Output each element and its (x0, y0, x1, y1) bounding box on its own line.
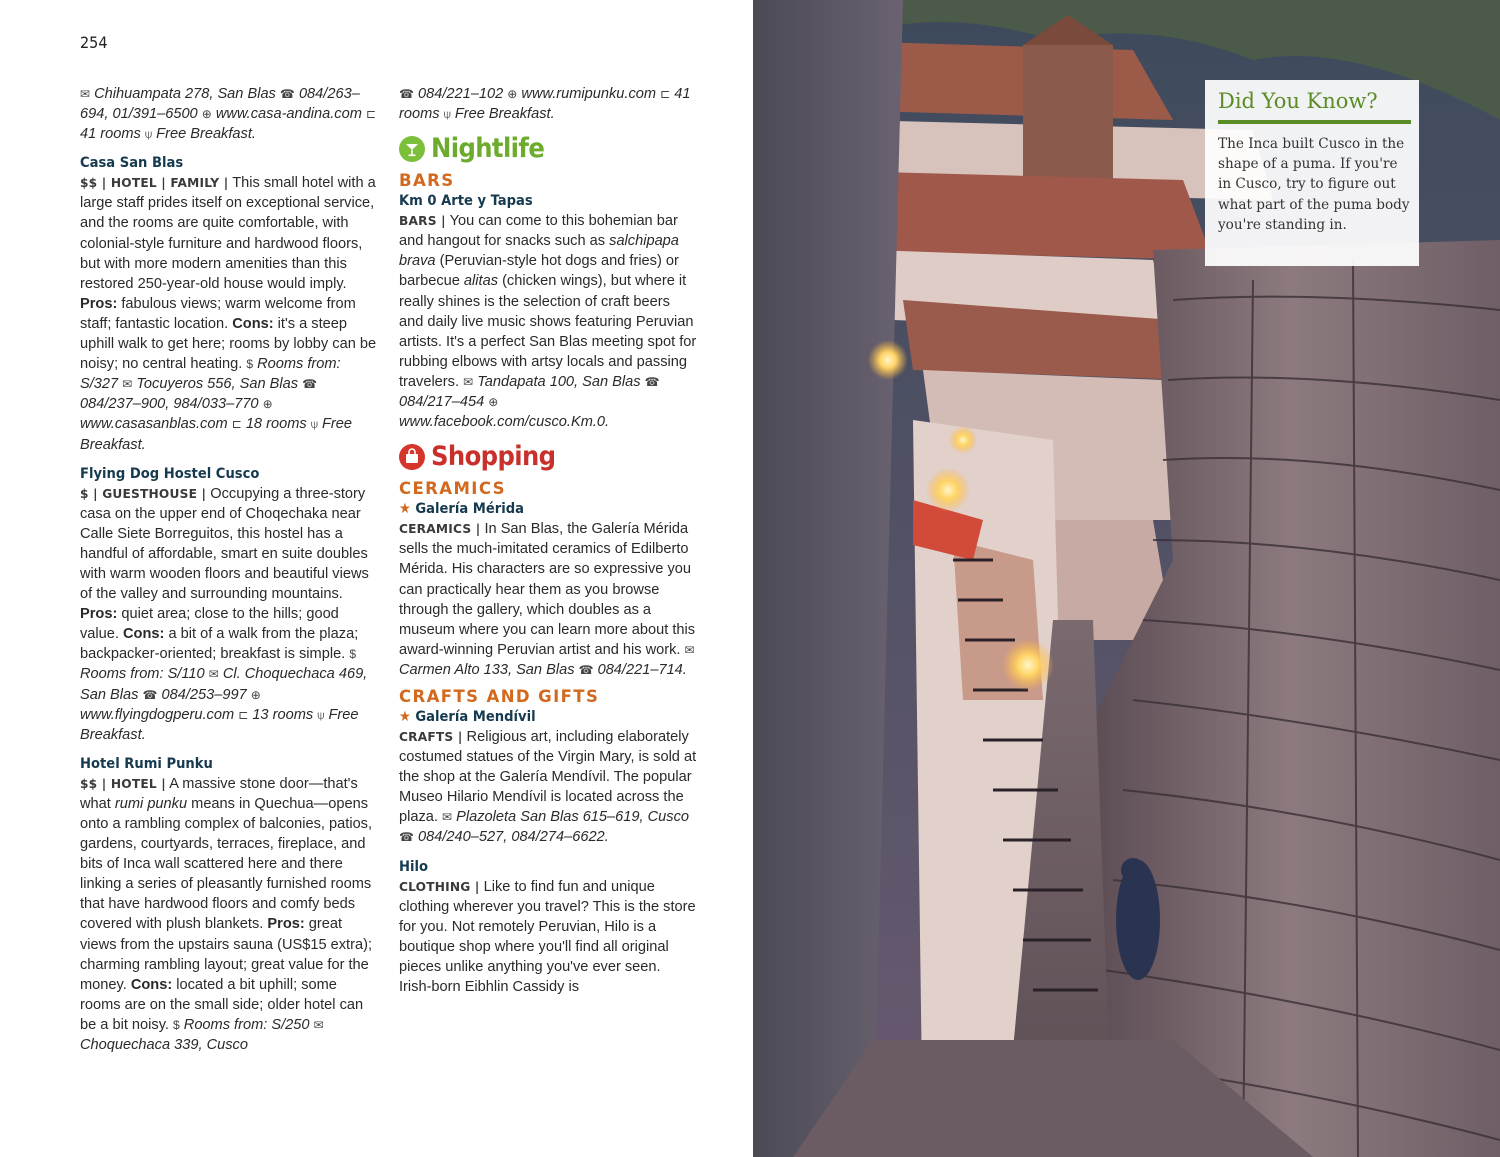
listing-text: (Peruvian-style hot dogs and fries) or barbecue (399, 253, 679, 290)
address: Tocuyeros 556, San Blas (136, 376, 299, 393)
listing-text: You can come to this bohemian bar and hangout for snacks such as (399, 213, 678, 250)
listing-text: Occupying a three-story casa on the upper end of Choqechaka near Calle Siete Borreguitos, this hostel has a handful of affordable, smart en suite doubles with warm wooden floors and beautiful views of the valley and surrounding mountains. (80, 485, 369, 603)
globe-icon: ⊕ (488, 395, 499, 410)
listing-continued (399, 84, 697, 124)
envelope-icon: ✉ (684, 642, 695, 657)
pros: fabulous views; warm welcome from staff; fantastic location. (80, 295, 356, 332)
price: Rooms from: S/327 (80, 356, 341, 393)
phone-icon: ☎ (399, 87, 414, 101)
envelope-icon: ✉ (80, 87, 91, 101)
envelope-icon: ✉ (208, 667, 219, 682)
rooms: 41 rooms (399, 86, 691, 123)
category-heading: CERAMICS (399, 479, 506, 499)
address: Cl. Choquechaca 469, San Blas (80, 666, 368, 703)
phone: 084/221–102 (418, 86, 504, 102)
listing-tag: $$ | HOTEL | FAMILY | (80, 176, 229, 191)
meal: Free Breakfast. (156, 126, 256, 143)
address: Tandapata 100, San Blas (477, 373, 641, 390)
envelope-icon: ✉ (313, 1017, 324, 1032)
listing-body (399, 727, 697, 848)
pros-label: Pros: (80, 606, 118, 623)
did-you-know-title: Did You Know? (1218, 89, 1378, 113)
address: Chihuampata 278, San Blas (94, 86, 276, 102)
listing-body (399, 877, 697, 998)
listing-body (80, 774, 378, 1055)
bed-icon: ⊏ (660, 87, 671, 101)
bed-icon: ⊏ (238, 707, 249, 722)
phone: 084/263–694, 01/391–6500 (80, 86, 360, 123)
dining-icon: ⍦ (443, 107, 451, 122)
did-you-know-box (1205, 80, 1419, 266)
rooms: 41 rooms (80, 126, 141, 143)
rooms: 13 rooms (252, 706, 314, 723)
listing-name (399, 499, 697, 519)
text-column-2 (399, 84, 697, 997)
pros: quiet area; close to the hills; good value. (80, 606, 339, 643)
cons: located a bit uphill; some rooms are on the small side; older hotel can be a bit noisy. (80, 976, 364, 1033)
listing-text-italic: alitas (463, 273, 498, 290)
did-you-know-text: The Inca built Cusco in the shape of a puma. If you're in Cusco, try to figure out what part of the puma body you're standing in. (1218, 136, 1410, 233)
dining-icon: ⍦ (317, 707, 325, 722)
pros: great views from the upstairs sauna (US$15 extra); charming rambling layout; great value for the money. (80, 916, 372, 993)
cons: a bit of a walk from the plaza; backpacker-oriented; breakfast is simple. (80, 626, 359, 663)
listing-body (80, 173, 378, 454)
listing-name: Casa San Blas (80, 154, 184, 172)
website: www.casasanblas.com (80, 416, 228, 433)
listing-name-text: Galería Mendívil (415, 707, 536, 725)
globe-icon: ⊕ (262, 397, 273, 412)
phone-icon: ☎ (142, 687, 158, 702)
website: www.flyingdogperu.com (80, 706, 235, 723)
star-icon: ★ (399, 707, 411, 725)
listing-tag: CLOTHING | (399, 879, 480, 894)
listing-body (399, 211, 697, 432)
address: Choquechaca 339, Cusco (80, 1037, 248, 1054)
listing-body (80, 484, 378, 745)
category-heading: BARS (399, 171, 455, 191)
bed-icon: ⊏ (365, 107, 377, 122)
cons-label: Cons: (232, 315, 274, 332)
price: Rooms from: S/250 (183, 1016, 310, 1033)
phone: 084/237–900, 984/033–770 (80, 396, 259, 413)
envelope-icon: ✉ (442, 810, 453, 825)
shopping-heading (399, 442, 697, 472)
listing-tag: CRAFTS | (399, 729, 463, 744)
listing-body (399, 519, 697, 680)
page-number: 254 (80, 33, 108, 52)
meal: Free Breakfast. (454, 106, 555, 123)
meal: Free Breakfast. (80, 706, 359, 743)
rooms: 18 rooms (245, 416, 307, 433)
section-title: Nightlife (431, 133, 545, 165)
envelope-icon: ✉ (463, 374, 474, 389)
listing-text-italic: rumi punku (114, 795, 188, 812)
listing-name: Hotel Rumi Punku (80, 754, 213, 772)
website: www.casa-andina.com (215, 106, 362, 123)
nightlife-heading (399, 134, 697, 164)
meal: Free Breakfast. (80, 416, 352, 453)
website: www.rumipunku.com (521, 86, 657, 102)
dining-icon: ⍦ (144, 127, 153, 142)
listing-text: (chicken wings), but where it really shines is the selection of craft beers and daily live music shows featuring Peruvian artists. It's a perfect San Blas meeting spot for rubbing elbows with artsy locals and passing travelers. (399, 273, 697, 390)
listing-tag: $$ | HOTEL | (80, 776, 166, 791)
phone: 084/217–454 (399, 394, 485, 411)
cons: it's a steep uphill walk to get here; rooms by lobby can be noisy; no central heating. (80, 315, 377, 373)
dollar-icon: $ (173, 1017, 180, 1032)
listing-name: Hilo (399, 857, 429, 875)
dollar-icon: $ (349, 647, 356, 662)
phone-icon: ☎ (578, 662, 594, 677)
section-title: Shopping (431, 441, 556, 473)
listing-text-italic: salchipapa brava (399, 233, 679, 270)
category-heading: CRAFTS AND GIFTS (399, 686, 600, 706)
globe-icon: ⊕ (250, 687, 261, 702)
listing-continued (80, 84, 378, 144)
phone: 084/221–714. (597, 661, 687, 678)
phone-icon: ☎ (302, 377, 318, 392)
phone-icon: ☎ (644, 374, 660, 389)
envelope-icon: ✉ (122, 377, 133, 392)
listing-text: A massive stone door—that's what (80, 775, 358, 812)
bed-icon: ⊏ (231, 417, 242, 432)
dollar-icon: $ (246, 357, 254, 372)
globe-icon: ⊕ (507, 87, 518, 101)
listing-name: Flying Dog Hostel Cusco (80, 464, 260, 482)
address: Carmen Alto 133, San Blas (399, 661, 575, 678)
listing-tag: CERAMICS | (399, 522, 481, 537)
address: Plazoleta San Blas 615–619, Cusco (456, 809, 689, 826)
listing-text: In San Blas, the Galería Mérida sells the much-imitated ceramics of Edilberto Mérida. His characters are so expressive you can practically hear them as you browse through the gallery, which doubles as a museum where you can learn more about this award-winning Peruvian artist and his work. (399, 521, 696, 658)
star-icon: ★ (399, 500, 411, 518)
listing-text: This small hotel with a large staff prides itself on exceptional service, and the rooms are quite comfortable, with colonial-style furniture and hardwood floors, but with more modern amenities than this restored 250-year-old house would imply. (80, 175, 376, 292)
listing-text: means in Quechua—opens onto a rambling complex of balconies, patios, gardens, courtyards, terraces, fireplace, and bits of Inca wall scattered here and there linking a series of pleasantly furnished rooms that have hardwood floors and comfy beds covered with plush blankets. (80, 795, 373, 933)
cocktail-icon (399, 136, 425, 162)
listing-name: Km 0 Arte y Tapas (399, 192, 533, 210)
dining-icon: ⍦ (310, 417, 318, 432)
website: www.facebook.com/cusco.Km.0. (399, 414, 610, 431)
listing-name-text: Galería Mérida (415, 500, 525, 518)
phone: 084/253–997 (161, 686, 247, 703)
phone-icon: ☎ (279, 87, 295, 101)
listing-tag: $ | GUESTHOUSE | (80, 486, 207, 501)
listing-tag: BARS | (399, 214, 446, 229)
listing-text: Religious art, including elaborately costumed statues of the Virgin Mary, is sold at the shop at the Galería Mendívil. The popular Museo Hilario Mendívil is located across the plaza. (399, 728, 697, 826)
listing-name (399, 707, 697, 727)
pros-label: Pros: (267, 916, 305, 933)
text-column-1 (80, 84, 378, 1055)
price: Rooms from: S/110 (80, 666, 205, 683)
phone: 084/240–527, 084/274–6622. (418, 829, 609, 846)
globe-icon: ⊕ (201, 107, 212, 122)
phone-icon: ☎ (399, 830, 414, 845)
listing-text: Like to find fun and unique clothing wherever you travel? This is the store for you. Not remotely Peruvian, Hilo is a boutique shop where you'll find all original pieces unlike anything you've ever seen. Irish-born Eibhlin Cassidy is (399, 878, 696, 995)
cons-label: Cons: (123, 626, 165, 643)
cons-label: Cons: (130, 976, 173, 993)
pros-label: Pros: (80, 295, 118, 312)
shopping-bag-icon (399, 444, 425, 470)
